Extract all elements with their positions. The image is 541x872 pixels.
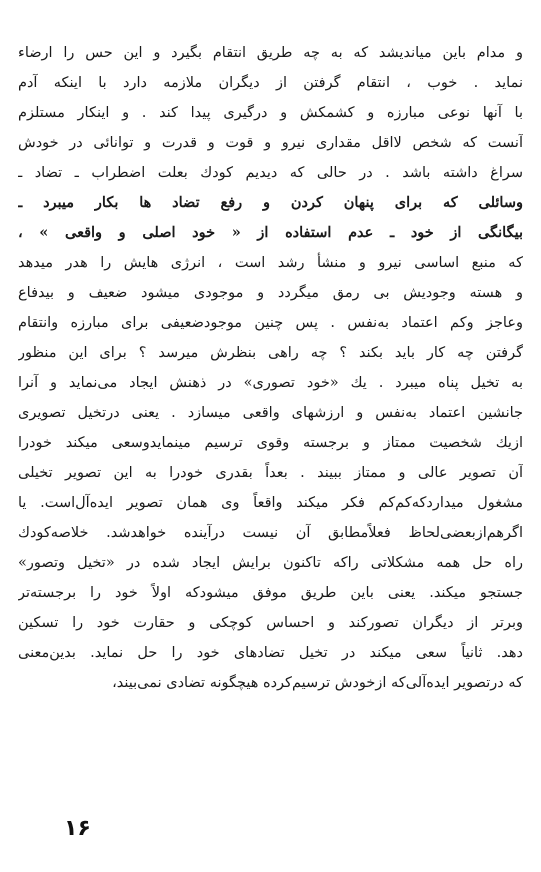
text-line: بیگانگی از خود ـ عدم استفاده از « خود اصلی و واقعی » ، bbox=[18, 224, 523, 241]
text-line: و هسته وجودیش بی رمق میگردد و موجودی میشود ضعیف و بیدفاع bbox=[18, 285, 523, 301]
text-line: با آنها نوعی مبارزه و کشمکش و درگیری پیدا کند . و اینکار مستلزم bbox=[18, 105, 523, 121]
text-line: وسائلی که برای پنهان کردن و رفع تضاد ها بکار میبرد ـ bbox=[18, 194, 523, 211]
text-line: راه حل همه مشکلاتی راکه تاکنون برایش ایجاد شده در «تخیل وتصور» bbox=[18, 555, 523, 571]
text-line: گرفتن چه کار باید بکند ؟ چه راهی بنظرش میرسد ؟ برای این منظور bbox=[18, 345, 523, 361]
text-line: وبرتر از دیگران تصورکند و احساس کوچکی و حقارت خود را تسکین bbox=[18, 615, 523, 631]
text-line: سراغ داشته باشد . در حالی که دیدیم کودك بعلت اضطراب ـ تضاد ـ bbox=[18, 165, 523, 181]
text-line: و مدام باین میاندیشد که به چه طریق انتقام بگیرد و این حس را ارضاء bbox=[18, 45, 523, 61]
text-line: آن تصویر عالی و ممتاز ببیند . بعداً بقدری خودرا به این تصویر تخیلی bbox=[18, 465, 523, 481]
text-line: ازیك شخصیت ممتاز و برجسته وقوی ترسیم مینمایدوسعی میکند خودرا bbox=[18, 435, 523, 451]
text-line: جانشین اعتماد به‌نفس و ارزشهای واقعی میسازد . یعنی درتخیل تصویری bbox=[18, 405, 523, 421]
text-line: نماید . خوب ، انتقام گرفتن از دیگران ملازمه دارد با اینکه آدم bbox=[18, 75, 523, 91]
text-line: جستجو میکند. یعنی باین طریق موفق میشودکه اولاً خود را برجسته‌تر bbox=[18, 585, 523, 601]
text-line: دهد. ثانیاً سعی میکند در تخیل تضادهای خود را حل نماید. بدین‌معنی bbox=[18, 645, 523, 661]
text-line: اگرهم‌ازبعضی‌لحاظ فعلاً‌مطابق آن نیست درآینده خواهدشد. خلاصه‌کودك bbox=[18, 525, 523, 541]
page-number: ۱۶ bbox=[64, 816, 91, 841]
body-text bbox=[18, 38, 523, 698]
text-line: که منبع اساسی نیرو و منشأ رشد است ، انرژی هایش را هدر میدهد bbox=[18, 255, 523, 271]
text-line: مشغول میداردکه‌کم‌کم فکر میکند واقعاً وی همان تصویر ایده‌آل‌است. یا bbox=[18, 495, 523, 511]
text-line: به تخیل پناه میبرد . یك «خود تصوری» در ذهنش ایجاد می‌نماید و آنرا bbox=[18, 375, 523, 391]
text-line: که درتصویر ایده‌آلی‌که ازخودش ترسیم‌کرده هیچگونه تضادی نمی‌بیند، bbox=[112, 675, 523, 691]
text-line: وعاجز وکم اعتماد به‌نفس . پس چنین موجودضعیفی برای مبارزه وانتقام‌ bbox=[18, 315, 523, 331]
text-line: آنست که شخص لااقل مقداری نیرو و قوت و قدرت و توانائی در خودش bbox=[18, 135, 523, 151]
